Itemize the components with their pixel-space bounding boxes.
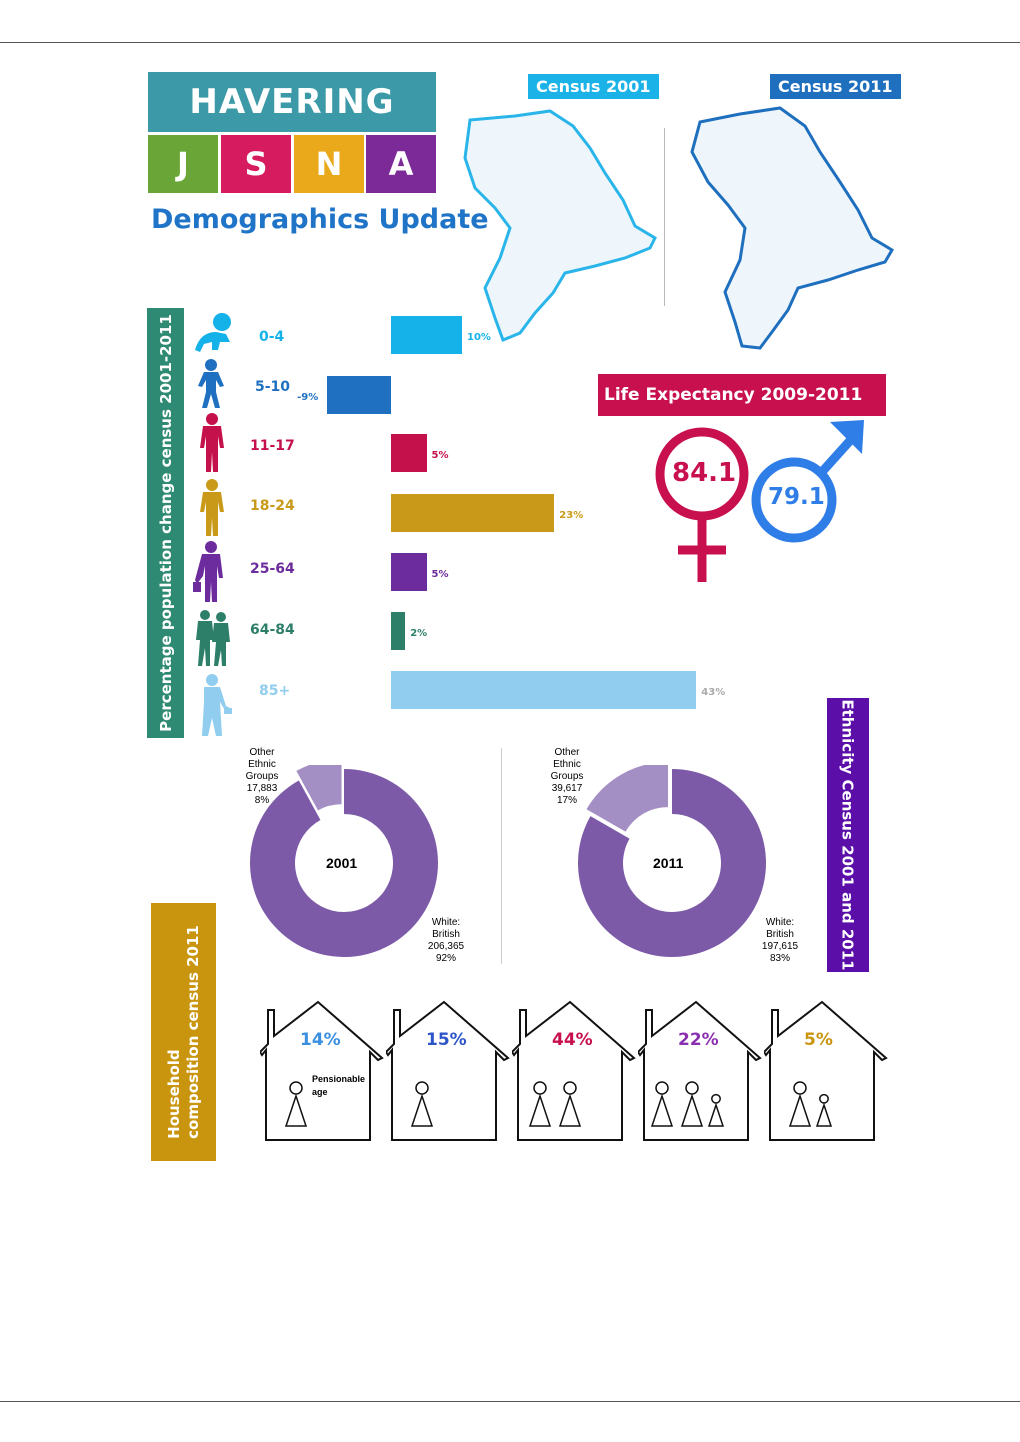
baby-icon xyxy=(190,312,236,358)
child-icon xyxy=(196,358,226,410)
map-2011-icon xyxy=(680,100,895,352)
top-rule xyxy=(0,42,1020,43)
businessman-icon xyxy=(193,540,227,604)
logo-letter-s: S xyxy=(221,135,291,193)
house-icon xyxy=(386,1000,510,1142)
household-percent: 44% xyxy=(552,1030,593,1050)
elderly-icon xyxy=(196,672,236,738)
pensionable-note-line: age xyxy=(312,1087,328,1097)
bar-0-4 xyxy=(391,316,462,354)
life-expectancy-title: Life Expectancy 2009-2011 xyxy=(598,374,886,416)
house-outline xyxy=(386,1002,508,1140)
female-symbol-icon xyxy=(648,426,756,586)
house-outline xyxy=(512,1002,634,1140)
bar-64-84 xyxy=(391,612,405,650)
bar-18-24 xyxy=(391,494,554,532)
page-subtitle: Demographics Update xyxy=(151,204,489,235)
bar-5-10 xyxy=(327,376,391,414)
household-percent: 15% xyxy=(426,1030,467,1050)
house-icon xyxy=(260,1000,384,1142)
white-label-2001: White: British 206,365 92% xyxy=(427,917,465,964)
map-2001-icon xyxy=(455,108,665,343)
house-icon xyxy=(764,1000,888,1142)
house-outline xyxy=(764,1002,886,1140)
bar-value-label: 10% xyxy=(467,332,491,343)
household-title: Household composition census 2011 xyxy=(151,903,216,1161)
logo-letter-j: J xyxy=(148,135,218,193)
donut-center-2011: 2011 xyxy=(653,855,684,871)
bar-value-label: 23% xyxy=(559,510,584,521)
census-2011-tag: Census 2011 xyxy=(770,74,901,99)
pensionable-age-note xyxy=(312,1073,365,1099)
bar-11-17 xyxy=(391,434,427,472)
age-label-11-17: 11-17 xyxy=(250,438,295,454)
young-adult-icon xyxy=(198,478,226,538)
logo-letter-n: N xyxy=(294,135,364,193)
bottom-rule xyxy=(0,1401,1020,1402)
bar-value-label: 5% xyxy=(431,450,449,461)
age-label-25-64: 25-64 xyxy=(250,561,295,577)
bar-25-64 xyxy=(391,553,427,591)
other-label-2001: Other Ethnic Groups 17,883 8% xyxy=(245,747,279,806)
ethnicity-title: Ethnicity Census 2001 and 2011 xyxy=(827,698,869,972)
logo-letter-a: A xyxy=(366,135,436,193)
house-outline xyxy=(260,1002,382,1140)
household-percent: 22% xyxy=(678,1030,719,1050)
pensionable-note-line: Pensionable xyxy=(312,1074,366,1084)
population-change-title: Percentage population change census 2001-2011 xyxy=(147,308,184,738)
household-percent: 5% xyxy=(804,1030,833,1050)
donut-center-2001: 2001 xyxy=(326,855,358,871)
female-life-expectancy: 84.1 xyxy=(672,458,737,488)
bar-85-plus xyxy=(391,671,696,709)
household-percent: 14% xyxy=(300,1030,341,1050)
house-icon xyxy=(512,1000,636,1142)
bar-value-label: 43% xyxy=(701,687,726,698)
house-icon xyxy=(638,1000,762,1142)
census-2001-tag: Census 2001 xyxy=(528,74,659,99)
other-label-2011: Other Ethnic Groups 39,617 17% xyxy=(550,747,584,806)
male-life-expectancy: 79.1 xyxy=(768,484,825,510)
bar-value-label: 5% xyxy=(431,569,449,580)
age-label-0-4: 0-4 xyxy=(259,329,285,345)
age-label-5-10: 5-10 xyxy=(255,379,291,395)
teen-icon xyxy=(198,412,226,474)
walking-couple-icon xyxy=(192,608,234,668)
age-label-64-84: 64-84 xyxy=(250,622,295,638)
map-divider xyxy=(664,128,665,306)
age-label-18-24: 18-24 xyxy=(250,498,295,514)
ethnicity-divider xyxy=(501,748,502,964)
bar-value-label: 2% xyxy=(410,628,428,639)
age-label-85-plus: 85+ xyxy=(259,683,291,699)
white-label-2011: White: British 197,615 83% xyxy=(761,917,799,964)
havering-title: HAVERING xyxy=(148,72,436,132)
bar-value-label: -9% xyxy=(297,392,319,403)
